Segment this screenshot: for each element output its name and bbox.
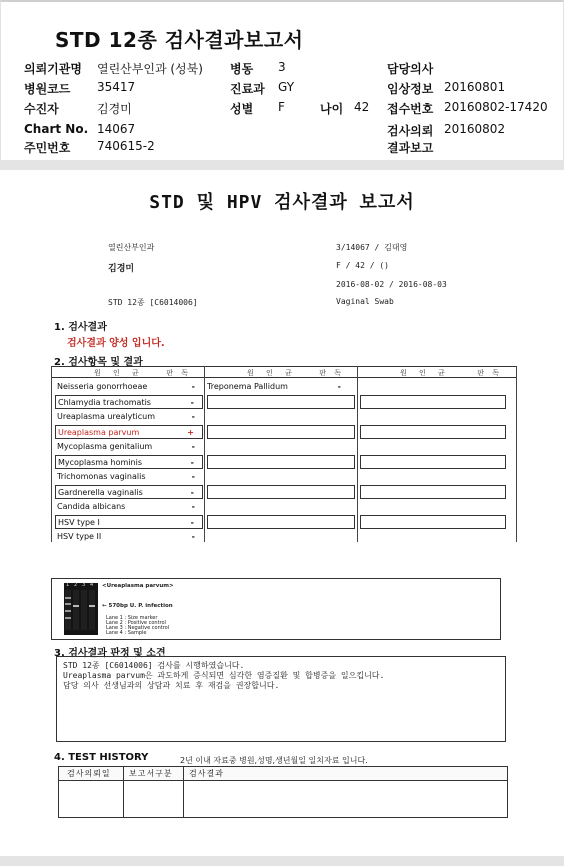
result-mark: - bbox=[191, 472, 195, 481]
result-mark: - bbox=[191, 412, 195, 421]
ward-value: 3 bbox=[278, 60, 286, 74]
result-mark: - bbox=[190, 518, 194, 527]
ward-label: 병동 bbox=[230, 62, 254, 76]
result-mark: - bbox=[190, 458, 194, 467]
info-chart-doctor: 3/14067 / 김대영 bbox=[336, 243, 408, 252]
result-mark: - bbox=[190, 398, 194, 407]
organism-row: HSV type II - bbox=[57, 532, 195, 541]
bottom-divider bbox=[0, 856, 564, 866]
header-result: 판 독 bbox=[319, 369, 344, 377]
report-title: STD 및 HPV 검사결과 보고서 bbox=[149, 192, 415, 213]
gel-band-label: ← 570bp U. P. infection bbox=[102, 603, 173, 609]
result-mark: - bbox=[191, 532, 195, 541]
header-title: STD 12종 검사결과보고서 bbox=[55, 28, 304, 52]
empty-cell bbox=[207, 515, 355, 529]
test-request-value: 20160802 bbox=[444, 122, 506, 136]
empty-cell bbox=[360, 515, 506, 529]
header-organism: 원 인 균 bbox=[94, 369, 144, 377]
organism-row-positive: Ureaplasma parvum + bbox=[55, 425, 203, 439]
info-institution: 열린산부인과 bbox=[108, 243, 155, 252]
patient-label: 수진자 bbox=[24, 102, 59, 116]
organism-row: Gardnerella vaginalis - bbox=[55, 485, 203, 499]
empty-cell bbox=[360, 455, 506, 469]
organism-row: Candida albicans - bbox=[57, 502, 195, 511]
organism-row: Treponema Pallidum - bbox=[207, 382, 341, 391]
info-dates: 2016-08-02 / 2016-08-03 bbox=[336, 280, 447, 289]
clinical-info-label: 임상정보 bbox=[387, 82, 434, 96]
info-sex-age: F / 42 / () bbox=[336, 261, 389, 270]
gel-image-box bbox=[51, 578, 501, 640]
scanned-report bbox=[0, 170, 564, 856]
table-header bbox=[51, 366, 517, 378]
header-organism: 원 인 균 bbox=[247, 369, 297, 377]
doctor-label: 담당의사 bbox=[387, 62, 434, 76]
empty-cell bbox=[360, 485, 506, 499]
receipt-no-label: 접수번호 bbox=[387, 102, 434, 116]
test-request-label: 검사의뢰 bbox=[387, 124, 434, 138]
opinion-line: 담당 의사 선생님과의 상담과 치료 후 재검을 권장합니다. bbox=[63, 681, 280, 690]
gel-legend: Lane 2 : Positive control bbox=[106, 620, 166, 626]
hospital-code-label: 병원코드 bbox=[24, 82, 71, 96]
info-name: 김경미 bbox=[108, 264, 135, 274]
empty-cell bbox=[360, 425, 506, 439]
gel-title: <Ureaplasma parvum> bbox=[102, 583, 174, 589]
organism-row: Neisseria gonorrhoeae - bbox=[57, 382, 195, 391]
hospital-code-value: 35417 bbox=[97, 80, 136, 94]
result-mark: - bbox=[191, 382, 195, 391]
institution-value: 열린산부인과 (성북) bbox=[97, 62, 203, 76]
opinion-box bbox=[56, 656, 506, 742]
empty-cell bbox=[207, 485, 355, 499]
gel-legend: Lane 3 : Negative control bbox=[106, 625, 170, 631]
sex-label: 성별 bbox=[230, 102, 254, 116]
receipt-no-value: 20160802-17420 bbox=[444, 100, 548, 114]
gel-electrophoresis-image: 1 2 3 4 bbox=[64, 583, 98, 635]
info-specimen: Vaginal Swab bbox=[336, 297, 394, 306]
history-col-type: 보고서구분 bbox=[129, 769, 173, 778]
history-col-date: 검사의뢰일 bbox=[67, 769, 111, 778]
result-mark: - bbox=[191, 442, 195, 451]
result-mark: - bbox=[337, 382, 341, 391]
empty-cell bbox=[360, 395, 506, 409]
result-mark: - bbox=[190, 488, 194, 497]
institution-label: 의뢰기관명 bbox=[24, 62, 82, 76]
opinion-line: Ureaplasma parvum은 과도하게 증식되면 심각한 염증질환 및 합병증을 일으킵니다. bbox=[63, 671, 385, 680]
age-label: 나이 bbox=[320, 102, 344, 116]
header-organism: 원 인 균 bbox=[400, 369, 450, 377]
empty-cell bbox=[207, 425, 355, 439]
department-value: GY bbox=[278, 80, 295, 94]
history-table bbox=[58, 766, 508, 818]
organism-row: Ureaplasma urealyticum - bbox=[57, 412, 195, 421]
chart-no-value: 14067 bbox=[97, 122, 136, 136]
organism-row: Mycoplasma genitalium - bbox=[57, 442, 195, 451]
department-label: 진료과 bbox=[230, 82, 265, 96]
clinical-info-value: 20160801 bbox=[444, 80, 506, 94]
report-header bbox=[0, 0, 564, 160]
section2-title: 2. 검사항목 및 결과 bbox=[54, 357, 143, 368]
result-mark: + bbox=[187, 428, 194, 437]
organism-row: Chlamydia trachomatis - bbox=[55, 395, 203, 409]
history-col-result: 검사결과 bbox=[189, 769, 224, 778]
positive-result-text: 검사결과 양성 입니다. bbox=[67, 338, 165, 349]
history-table-header bbox=[59, 767, 507, 781]
patient-value: 김경미 bbox=[97, 102, 132, 116]
empty-cell bbox=[207, 395, 355, 409]
chart-no-label: Chart No. bbox=[24, 122, 89, 136]
organism-row: Mycoplasma hominis - bbox=[55, 455, 203, 469]
header-result: 판 독 bbox=[477, 369, 502, 377]
header-result: 판 독 bbox=[166, 369, 191, 377]
section1-title: 1. 검사결과 bbox=[54, 322, 107, 333]
result-report-label: 결과보고 bbox=[387, 141, 434, 155]
history-note: 2년 이내 자료중 병원,성명,생년월일 일치자료 입니다. bbox=[180, 756, 368, 765]
organism-row: HSV type I - bbox=[55, 515, 203, 529]
gel-legend: Lane 4 : Sample bbox=[106, 630, 147, 636]
info-test-name: STD 12종 [C6014006] bbox=[108, 298, 198, 307]
section4-title: 4. TEST HISTORY bbox=[54, 752, 149, 763]
gel-legend: Lane 1 : Size marker bbox=[106, 615, 158, 621]
organism-row: Trichomonas vaginalis - bbox=[57, 472, 195, 481]
age-value: 42 bbox=[354, 100, 370, 114]
section3-title: 3. 검사결과 판정 및 소견 bbox=[54, 648, 166, 659]
section-divider bbox=[0, 160, 564, 170]
opinion-line: STD 12종 [C6014006] 검사를 시행하였습니다. bbox=[63, 661, 245, 670]
result-mark: - bbox=[191, 502, 195, 511]
resident-no-label: 주민번호 bbox=[24, 141, 71, 155]
empty-cell bbox=[207, 455, 355, 469]
sex-value: F bbox=[278, 100, 285, 114]
resident-no-value: 740615-2 bbox=[97, 139, 155, 153]
test-items-table bbox=[51, 366, 517, 542]
